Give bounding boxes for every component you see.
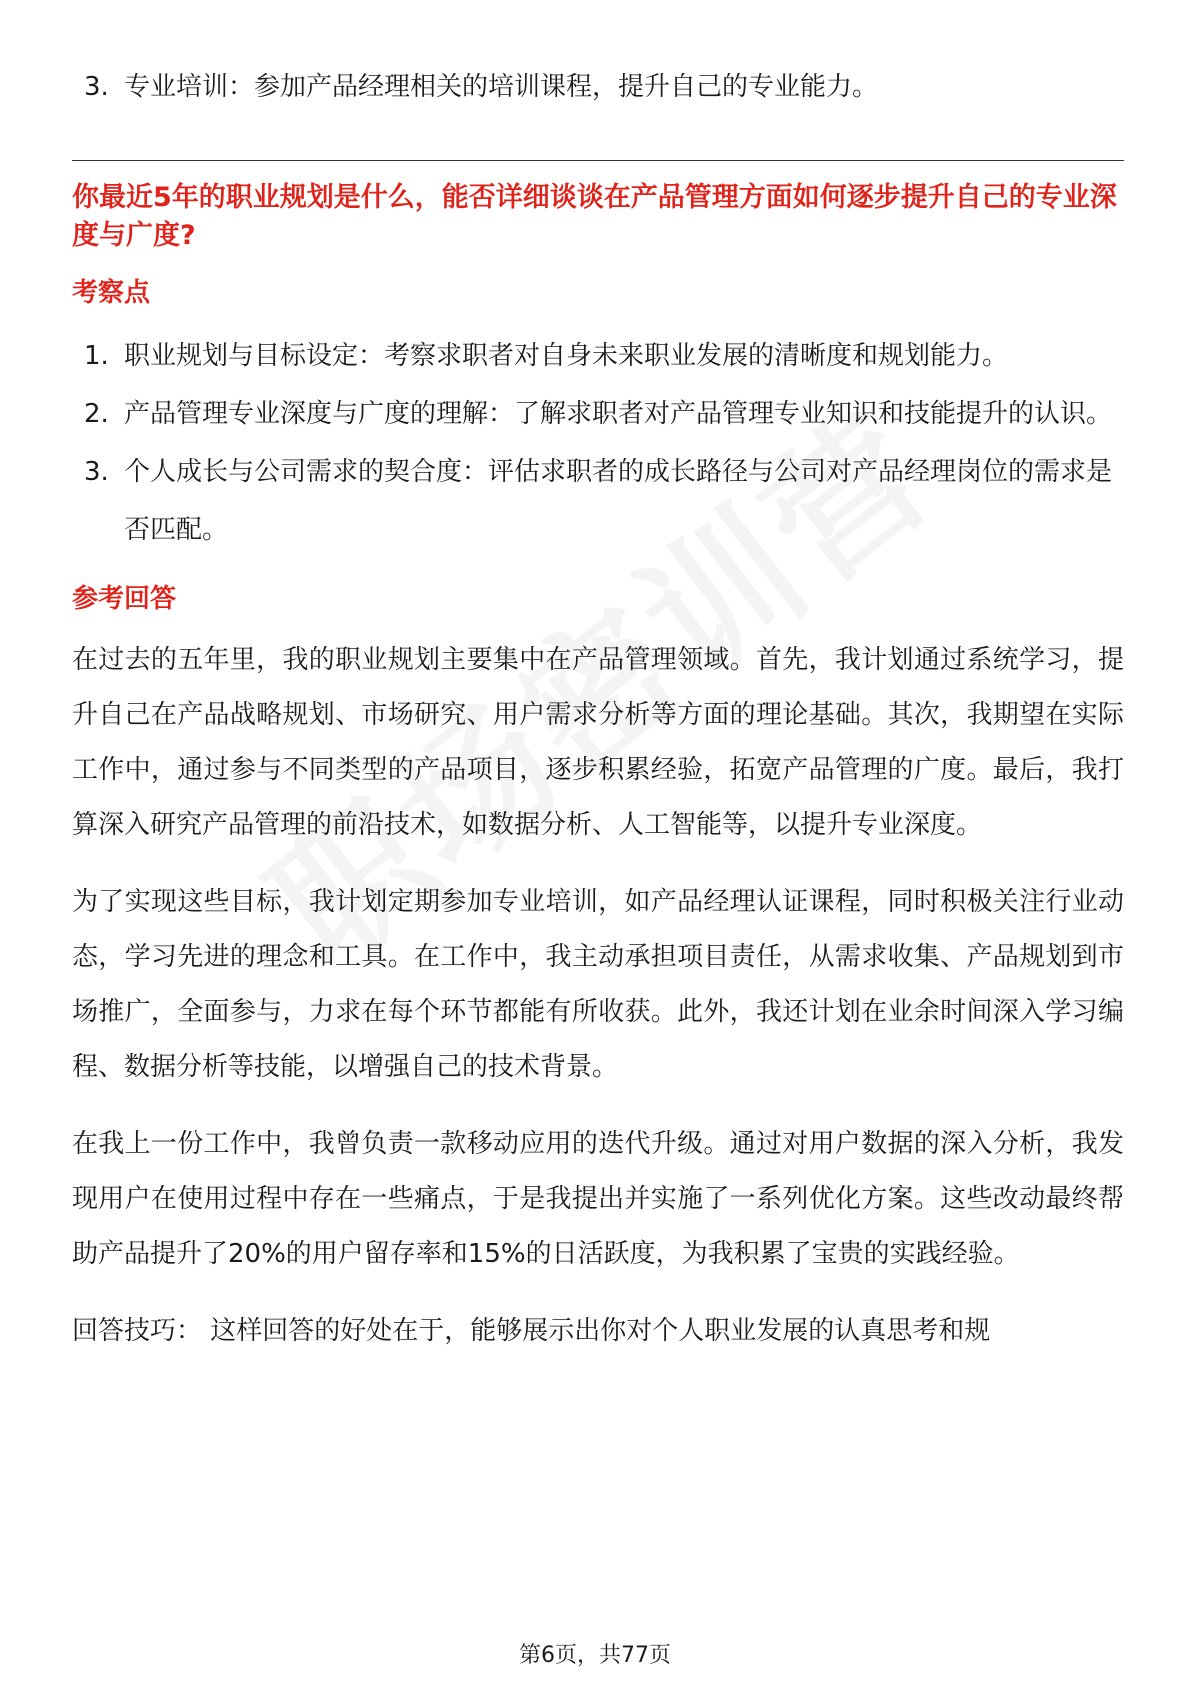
list-text: 产品管理专业深度与广度的理解：了解求职者对产品管理专业知识和技能提升的认识。 [124,399,1113,429]
answer-title: 参考回答 [72,584,177,614]
page-number: 第6页，共77页 [519,1643,671,1668]
answer-paragraph: 在过去的五年里，我的职业规划主要集中在产品管理领域。首先，我计划通过系统学习，提升自己在产品战略规划、市场研究、用户需求分析等方面的理论基础。其次，我期望在实际工作中，通过参与不同类型的产品项目，逐步积累经验，拓宽产品管理的广度。最后，我打算深入研究产品管理的前沿技术，如数据分析、人工智能等，以提升专业深度。 [72,645,1124,840]
answer-paragraph: 为了实现这些目标，我计划定期参加专业培训，如产品经理认证课程，同时积极关注行业动态，学习先进的理念和工具。在工作中，我主动承担项目责任，从需求收集、产品规划到市场推广，全面参与，力求在每个环节都能有所收获。此外，我还计划在业余时间深入学习编程、数据分析等技能，以增强自己的技术背景。 [72,887,1124,1082]
question-heading: 你最近5年的职业规划是什么，能否详细谈谈在产品管理方面如何逐步提升自己的专业深度与广度? [72,182,1117,251]
list-text: 个人成长与公司需求的契合度：评估求职者的成长路径与公司对产品经理岗位的需求是否匹配。 [124,457,1113,545]
list-number: 3. [84,457,109,487]
content [72,58,1124,1359]
answer-paragraph: 在我上一份工作中，我曾负责一款移动应用的迭代升级。通过对用户数据的深入分析，我发现用户在使用过程中存在一些痛点，于是我提出并实施了一系列优化方案。这些改动最终帮助产品提升了20%的用户留存率和15%的日活跃度，为我积累了宝贵的实践经验。 [72,1129,1124,1269]
section-divider [72,160,1124,161]
focus-list [72,327,1124,559]
list-item [72,385,1124,443]
list-number: 2. [84,399,109,429]
list-item [72,443,1124,559]
list-item [72,58,1124,116]
list-item [72,327,1124,385]
list-number: 1. [84,341,109,371]
top-list [72,58,1124,116]
list-text: 专业培训：参加产品经理相关的培训课程，提升自己的专业能力。 [124,72,879,102]
focus-title: 考察点 [72,278,151,308]
list-text: 职业规划与目标设定：考察求职者对自身未来职业发展的清晰度和规划能力。 [124,341,1009,371]
answer-tip: 回答技巧： 这样回答的好处在于，能够展示出你对个人职业发展的认真思考和规 [72,1316,991,1346]
list-number: 3. [84,72,109,102]
